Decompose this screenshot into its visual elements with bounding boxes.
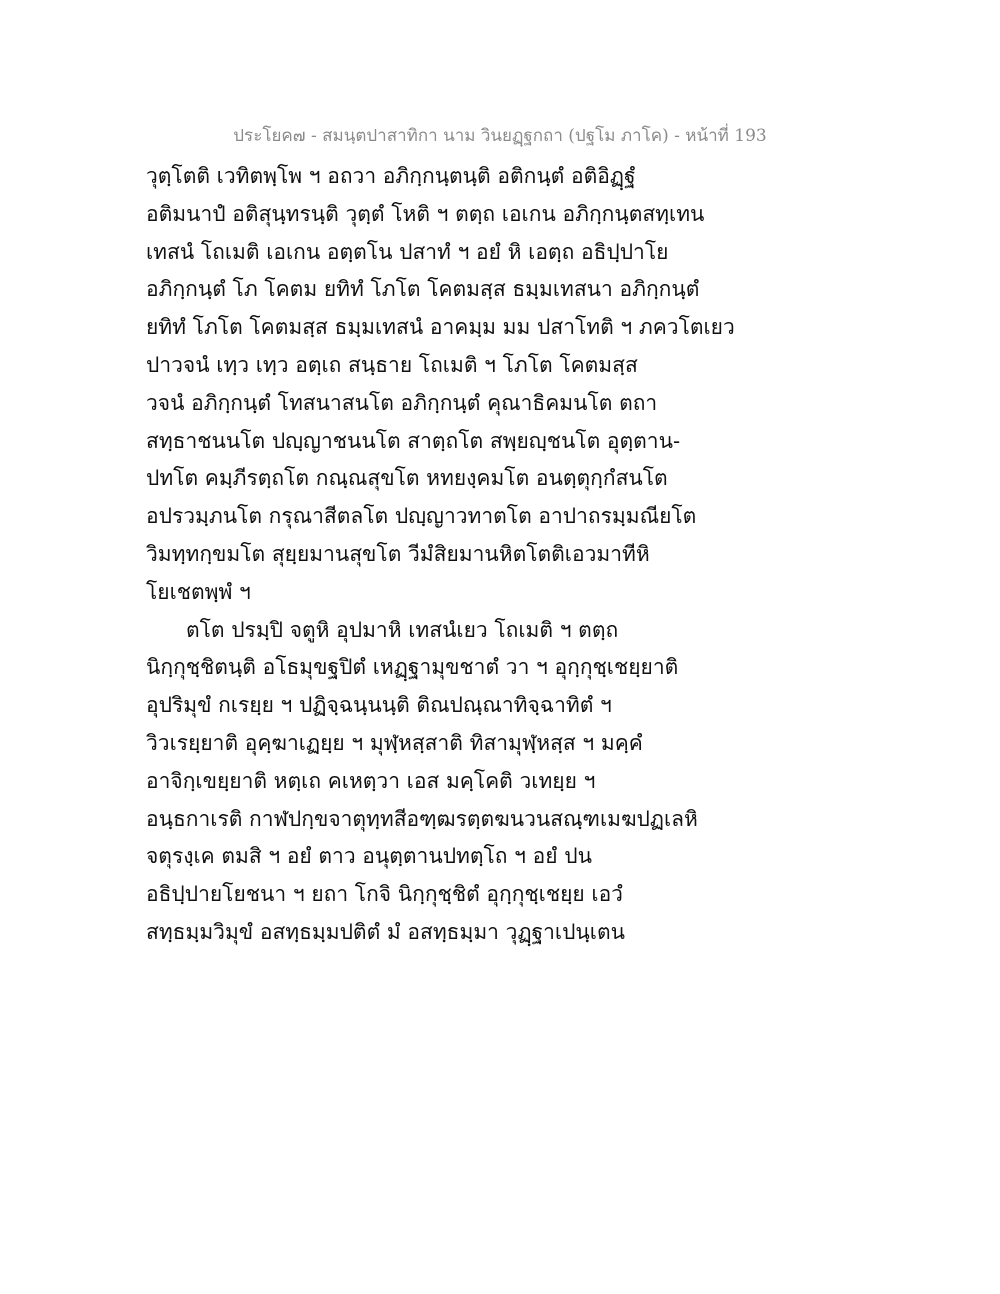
text-line: อติมนาปํ อติสุนฺทรนฺติ วุตฺตํ โหติ ฯ ตตฺถ เอเกน อภิกฺกนฺตสทฺเทน xyxy=(146,201,705,226)
text-line: จตุรงฺเค ตมสิ ฯ อยํ ตาว อนุตฺตานปทตฺโถ ฯ อยํ ปน xyxy=(146,844,592,869)
text-line: อาจิกฺเขยฺยาติ หตฺเถ คเหตฺวา เอส มคฺโคติ วเทยฺย ฯ xyxy=(146,768,596,793)
text-line: ปทโต คมฺภีรตฺถโต กณฺณสุขโต หทยงฺคมโต อนตฺตุกฺกํสนโต xyxy=(146,466,668,491)
paragraph-start-line: ตโต ปรมฺปิ จตูหิ อุปมาหิ เทสนํเยว โถเมติ ฯ ตตฺถ xyxy=(186,617,619,642)
text-line: ยทิทํ โภโต โคตมสฺส ธมฺมเทสนํ อาคมฺม มม ปสาโทติ ฯ ภควโตเยว xyxy=(146,315,735,340)
text-line: วุตฺโตติ เวทิตพฺโพ ฯ อถวา อภิกฺกนฺตนฺติ อติกนฺตํ อติอิฏฺฐํ xyxy=(146,164,636,188)
text-line: ปาวจนํ เทฺว เทฺว อตฺเถ สนฺธาย โถเมติ ฯ โภโต โคตมสฺส xyxy=(146,352,638,377)
page-header xyxy=(0,122,1000,149)
text-line: อปรวมฺภนโต กรุณาสีตลโต ปญฺญาวทาตโต อาปาถรมฺมณียโต xyxy=(146,504,697,529)
text-line: อนฺธกาเรติ กาฬปกฺขจาตุทฺทสีอฑฺฒรตฺตฆนวนสณฺฑเมฆปฏเลหิ xyxy=(146,806,698,831)
text-line: อุปริมุขํ กเรยฺย ฯ ปฏิจฺฉนฺนนฺติ ติณปณฺณาทิจฺฉาทิตํ ฯ xyxy=(146,693,612,718)
text-line: วจนํ อภิกฺกนฺตํ โทสนาสนโต อภิกฺกนฺตํ คุณาธิคมนโต ตถา xyxy=(146,390,658,415)
body-text xyxy=(146,158,735,952)
text-line: วิมทฺทกฺขมโต สุยฺยมานสุขโต วีมํสิยมานหิตโตติเอวมาทีหิ xyxy=(146,541,650,566)
text-line: อภิกฺกนฺตํ โภ โคตม ยทิทํ โภโต โคตมสฺส ธมฺมเทสนา อภิกฺกนฺตํ xyxy=(146,277,700,302)
page-header-text: ประโยค๗ - สมนฺตปาสาทิกา นาม วินยฏฺฐกถา (ปฐโม ภาโค) - หน้าที่ 193 xyxy=(233,126,767,146)
text-line: วิวเรยฺยาติ อุคฺฆาเฏยฺย ฯ มุฬฺหสฺสาติ ทิสามุฬฺหสฺส ฯ มคฺคํ xyxy=(146,730,643,755)
text-line: สทฺธาชนนโต ปญฺญาชนนโต สาตฺถโต สพฺยญฺชนโต อุตฺตาน- xyxy=(146,428,681,453)
text-line: อธิปฺปายโยชนา ฯ ยถา โกจิ นิกฺกุชฺชิตํ อุกฺกุชฺเชยฺย เอวํ xyxy=(146,882,623,907)
text-line: โยเชตพฺพํ ฯ xyxy=(146,579,251,604)
text-line: เทสนํ โถเมติ เอเกน อตฺตโน ปสาทํ ฯ อยํ หิ เอตฺถ อธิปฺปาโย xyxy=(146,239,669,264)
text-line: สทฺธมฺมวิมุขํ อสทฺธมฺมปติตํ มํ อสทฺธมฺมา วุฏฺฐาเปนฺเตน xyxy=(146,919,625,944)
text-line: นิกฺกุชฺชิตนฺติ อโธมุขฐปิตํ เหฏฺฐามุขชาตํ วา ฯ อุกฺกุชฺเชยฺยาติ xyxy=(146,655,679,680)
